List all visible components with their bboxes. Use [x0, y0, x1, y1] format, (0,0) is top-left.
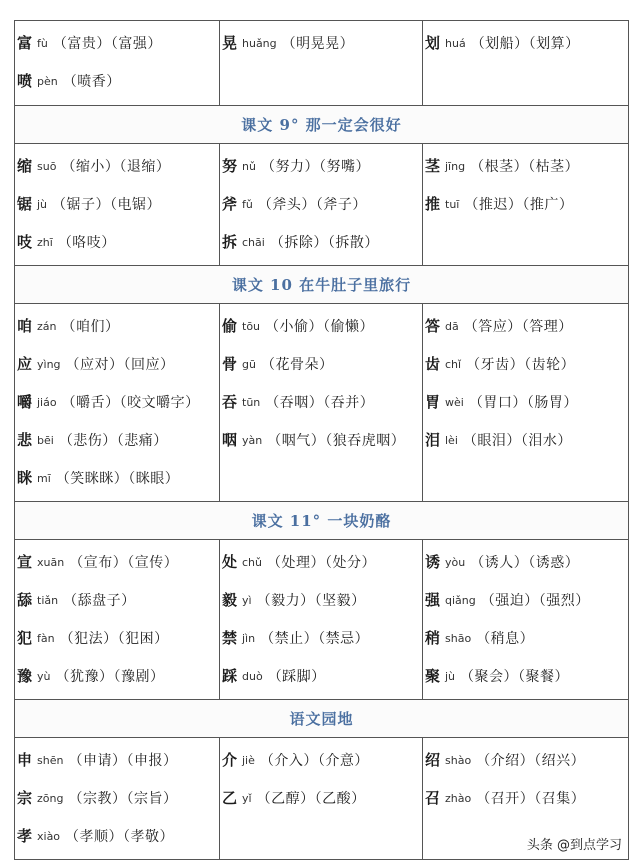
character-entry	[425, 619, 628, 657]
example-words: （富贵）（富强）	[52, 36, 162, 52]
character: 富	[17, 34, 33, 52]
character-entry	[425, 345, 628, 383]
character: 缩	[17, 157, 33, 175]
pinyin: lèi	[445, 434, 458, 447]
character: 宣	[17, 553, 33, 571]
character-entry	[17, 741, 219, 779]
character: 泪	[425, 431, 441, 449]
character: 努	[222, 157, 238, 175]
pinyin: yǐ	[242, 792, 252, 805]
example-words: （处理）（处分）	[267, 555, 376, 571]
character-entry	[17, 779, 219, 817]
pinyin: tōu	[242, 320, 261, 333]
character: 聚	[425, 667, 441, 685]
example-words: （花骨朵）	[260, 357, 334, 373]
character: 绍	[425, 751, 441, 769]
character-entry	[222, 185, 422, 223]
character-entry	[222, 383, 422, 421]
character: 拆	[222, 233, 238, 251]
pinyin: zán	[37, 320, 57, 333]
example-words: （宣布）（宣传）	[69, 555, 179, 571]
character: 处	[222, 553, 238, 571]
character-entry	[425, 581, 628, 619]
character-entry	[222, 581, 422, 619]
character-entry	[425, 147, 628, 185]
lesson-header-row	[15, 502, 629, 540]
table-row	[15, 144, 629, 266]
example-words: （诱人）（诱惑）	[470, 555, 580, 571]
entries-cell	[220, 144, 423, 266]
character-entry	[222, 657, 422, 695]
pinyin: jù	[445, 670, 456, 683]
entries-cell	[220, 738, 423, 860]
character-entry	[222, 307, 422, 345]
example-words: （强迫）（强烈）	[480, 593, 590, 609]
character-entry	[17, 543, 219, 581]
pinyin: zhī	[37, 236, 53, 249]
character: 答	[425, 317, 441, 335]
character: 犯	[17, 629, 33, 647]
entries-cell	[15, 738, 220, 860]
pinyin: yù	[37, 670, 51, 683]
character: 斧	[222, 195, 238, 213]
pinyin: jìn	[242, 632, 256, 645]
character: 宗	[17, 789, 33, 807]
pinyin: xiào	[37, 830, 61, 843]
character: 咽	[222, 431, 238, 449]
character: 偷	[222, 317, 238, 335]
example-words: （推迟）（推广）	[464, 197, 574, 213]
character: 茎	[425, 157, 441, 175]
character-entry	[222, 147, 422, 185]
pinyin: huǎng	[242, 37, 277, 50]
pinyin: qiǎng	[445, 594, 476, 607]
character-entry	[17, 185, 219, 223]
character-entry	[425, 24, 628, 62]
example-words: （禁止）（禁忌）	[260, 631, 370, 647]
entries-cell	[423, 304, 629, 502]
lesson-header-row	[15, 266, 629, 304]
entries-cell	[220, 540, 423, 700]
lesson-title: 课文 10 在牛肚子里旅行	[231, 276, 412, 294]
example-words: （申请）（申报）	[68, 753, 178, 769]
example-words: （答应）（答理）	[463, 319, 573, 335]
pinyin: zhào	[445, 792, 472, 805]
pinyin: mī	[37, 472, 51, 485]
character: 嚼	[17, 393, 33, 411]
example-words: （介绍）（绍兴）	[476, 753, 586, 769]
character-entry	[17, 817, 219, 855]
watermark: 头条 @到点学习	[526, 838, 622, 853]
character: 舔	[17, 591, 33, 609]
character: 推	[425, 195, 441, 213]
entries-cell	[220, 304, 423, 502]
pinyin: chāi	[242, 236, 265, 249]
character-entry	[222, 779, 422, 817]
character: 悲	[17, 431, 33, 449]
character: 稍	[425, 629, 441, 647]
example-words: （笑眯眯）（眯眼）	[55, 471, 180, 487]
entries-cell	[15, 144, 220, 266]
example-words: （小偷）（偷懒）	[265, 319, 375, 335]
example-words: （吞咽）（吞并）	[265, 395, 375, 411]
example-words: （宗教）（宗旨）	[68, 791, 178, 807]
character-entry	[425, 185, 628, 223]
character-entry	[222, 223, 422, 261]
example-words: （乙醇）（乙酸）	[256, 791, 366, 807]
example-words: （眼泪）（泪水）	[462, 433, 572, 449]
character: 胃	[425, 393, 441, 411]
character-entry	[222, 619, 422, 657]
pinyin: nǔ	[242, 160, 256, 173]
entries-cell	[15, 540, 220, 700]
character-entry	[17, 223, 219, 261]
entries-cell	[15, 304, 220, 502]
entries-cell	[423, 540, 629, 700]
character: 眯	[17, 469, 33, 487]
character: 应	[17, 355, 33, 373]
pinyin: fù	[37, 37, 48, 50]
example-words: （咱们）	[61, 319, 120, 335]
table-row	[15, 304, 629, 502]
lesson-header	[15, 502, 629, 540]
pinyin: shāo	[445, 632, 472, 645]
character-entry	[17, 24, 219, 62]
table-row	[15, 21, 629, 106]
pinyin: pèn	[37, 75, 58, 88]
example-words: （舔盘子）	[63, 593, 136, 609]
lesson-header	[15, 700, 629, 738]
character: 骨	[222, 355, 238, 373]
character: 强	[425, 591, 441, 609]
character-entry	[425, 383, 628, 421]
pinyin: yìng	[37, 358, 61, 371]
character: 孝	[17, 827, 33, 845]
character-entry	[222, 741, 422, 779]
pinyin: chǐ	[445, 358, 462, 371]
example-words: （牙齿）（齿轮）	[466, 357, 576, 373]
entries-cell	[220, 21, 423, 106]
example-words: （嚼舌）（咬文嚼字）	[61, 395, 200, 411]
character: 乙	[222, 789, 238, 807]
example-words: （划船）（划算）	[470, 36, 580, 52]
character-entry	[425, 421, 628, 459]
character-entry	[425, 307, 628, 345]
character-entry	[17, 147, 219, 185]
vocabulary-table-body	[15, 21, 629, 860]
pinyin: jiè	[242, 754, 255, 767]
character: 诱	[425, 553, 441, 571]
example-words: （胃口）（肠胃）	[468, 395, 578, 411]
example-words: （拆除）（拆散）	[269, 235, 379, 251]
character-entry	[17, 307, 219, 345]
lesson-title: 课文 11° 一块奶酪	[251, 512, 392, 530]
entries-cell	[423, 144, 629, 266]
example-words: （根茎）（枯茎）	[470, 159, 580, 175]
character-entry	[17, 345, 219, 383]
pinyin: yòu	[445, 556, 466, 569]
pinyin: tiǎn	[37, 594, 59, 607]
lesson-header	[15, 266, 629, 304]
character: 豫	[17, 667, 33, 685]
character: 吱	[17, 233, 33, 251]
pinyin: bēi	[37, 434, 54, 447]
example-words: （咽气）（狼吞虎咽）	[267, 433, 406, 449]
character: 晃	[222, 34, 238, 52]
pinyin: shào	[445, 754, 472, 767]
pinyin: xuān	[37, 556, 65, 569]
character: 毅	[222, 591, 238, 609]
example-words: （犯法）（犯困）	[59, 631, 169, 647]
character-entry	[17, 459, 219, 497]
character: 锯	[17, 195, 33, 213]
character-entry	[222, 421, 422, 459]
example-words: （咯吱）	[57, 235, 116, 251]
character-entry	[222, 345, 422, 383]
example-words: （孝顺）（孝敬）	[65, 829, 175, 845]
pinyin: dā	[445, 320, 459, 333]
pinyin: zōng	[37, 792, 64, 805]
pinyin: duò	[242, 670, 263, 683]
lesson-header	[15, 106, 629, 144]
character-entry	[17, 657, 219, 695]
character: 介	[222, 751, 238, 769]
character-entry	[17, 619, 219, 657]
character-entry	[425, 779, 628, 817]
entries-cell	[423, 21, 629, 106]
character: 齿	[425, 355, 441, 373]
example-words: （缩小）（退缩）	[61, 159, 171, 175]
example-words: （斧头）（斧子）	[257, 197, 367, 213]
character: 划	[425, 34, 441, 52]
character: 踩	[222, 667, 238, 685]
pinyin: suō	[37, 160, 57, 173]
example-words: （聚会）（聚餐）	[460, 669, 570, 685]
character: 吞	[222, 393, 238, 411]
example-words: （努力）（努嘴）	[260, 159, 370, 175]
example-words: （踩脚）	[267, 669, 326, 685]
entries-cell	[15, 21, 220, 106]
example-words: （介入）（介意）	[259, 753, 369, 769]
character: 咱	[17, 317, 33, 335]
example-words: （犹豫）（豫剧）	[55, 669, 165, 685]
pinyin: gū	[242, 358, 256, 371]
character-entry	[17, 383, 219, 421]
character: 申	[17, 751, 33, 769]
character-entry	[425, 543, 628, 581]
pinyin: jù	[37, 198, 48, 211]
table-row	[15, 540, 629, 700]
example-words: （喷香）	[62, 74, 121, 90]
pinyin: yàn	[242, 434, 263, 447]
example-words: （召开）（召集）	[476, 791, 586, 807]
character: 喷	[17, 72, 33, 90]
character: 召	[425, 789, 441, 807]
character-entry	[17, 421, 219, 459]
pinyin: fàn	[37, 632, 55, 645]
pinyin: fǔ	[242, 198, 253, 211]
pinyin: tuī	[445, 198, 460, 211]
example-words: （锯子）（电锯）	[52, 197, 162, 213]
pinyin: chǔ	[242, 556, 262, 569]
pinyin: tūn	[242, 396, 261, 409]
character-entry	[222, 24, 422, 62]
lesson-header-row	[15, 700, 629, 738]
character-entry	[425, 657, 628, 695]
example-words: （毅力）（坚毅）	[256, 593, 366, 609]
example-words: （应对）（回应）	[65, 357, 175, 373]
pinyin: jīng	[445, 160, 466, 173]
pinyin: huá	[445, 37, 466, 50]
pinyin: shēn	[37, 754, 64, 767]
pinyin: yì	[242, 594, 252, 607]
character-entry	[17, 62, 219, 100]
pinyin: wèi	[445, 396, 464, 409]
character-entry	[17, 581, 219, 619]
character-entry	[425, 741, 628, 779]
example-words: （稍息）	[476, 631, 535, 647]
character-entry	[222, 543, 422, 581]
pinyin: jiáo	[37, 396, 57, 409]
example-words: （悲伤）（悲痛）	[58, 433, 168, 449]
character: 禁	[222, 629, 238, 647]
lesson-title: 课文 9° 那一定会很好	[241, 116, 402, 134]
example-words: （明晃晃）	[281, 36, 355, 52]
vocabulary-table	[14, 20, 629, 860]
lesson-header-row	[15, 106, 629, 144]
lesson-title: 语文园地	[289, 710, 354, 728]
